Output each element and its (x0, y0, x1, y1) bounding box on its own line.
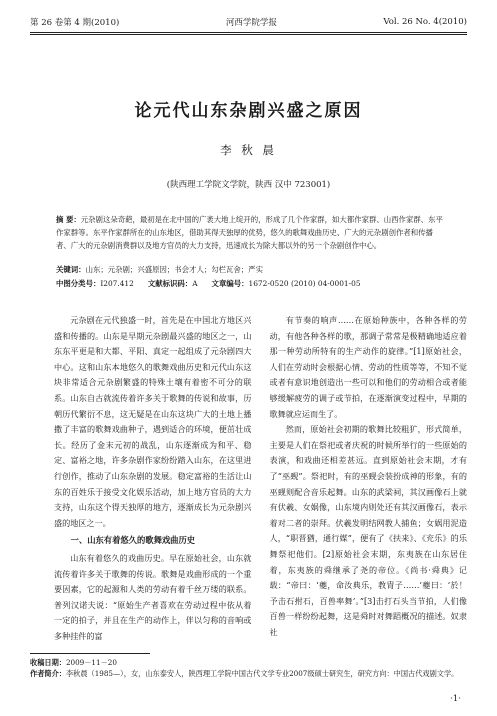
article-title: 论元代山东杂剧兴盛之原因 (134, 101, 363, 121)
abstract-text: 元杂剧这朵奇葩，最初是在北中国的广袤大地上绽开的，形成了几个作家群，如大都作家群、山西作家群、东平作家群等。东平作家群所在的山东地区，借助其得天独厚的优势，悠久的歌舞戏曲历史、广大的元杂剧创作者和传播者、广大的元杂剧消费群以及地方官员的大力支持，迅速成长为除大都以外的另一个杂剧创作中心。 (56, 215, 443, 251)
footnote (30, 657, 467, 679)
received-label: 收稿日期： (30, 658, 66, 667)
body-paragraph: 山东有着悠久的戏曲历史。早在原始社会，山东就流传着许多关于歌舞的传说。歌舞是戏曲形成的一个重要因素，它的起源和人类的劳动有着千丝万缕的联系。普列汉诺夫说：“原始生产者喜欢在劳动过程中依从着一定的拍子，并且在生产的动作上，伴以匀称的音响或多种挂件的富 (54, 552, 252, 641)
body-paragraph: 元杂剧在元代独盛一时，首先是在中国北方地区兴盛和传播的。山东是早期元杂剧最兴盛的地区之一，山东东平更是和大都、平阳、真定一起组成了元杂剧四大中心。这和山东本地悠久的歌舞戏曲历史和元代山东这块非常适合元杂剧繁盛的特殊土壤有着密不可分的联系。山东自古就流传着许多关于歌舞的传说和故事，历朝历代繁衍不息，这无疑是在山东这块广大的土地上播撒了丰富的歌舞戏曲种子，遇到适合的环境，便茁壮成长。经历了金末元初的战乱，山东逐渐成为和平、稳定、富裕之地，许多杂剧作家纷纷踏入山东，在这里进行创作，推动了山东杂剧的发展。稳定富裕的生活让山东的百姓乐于接受文化娱乐活动，加上地方官员的大力支持，山东这个得天独厚的地方，逐渐成长为元杂剧兴盛的地区之一。 (54, 315, 252, 528)
page-number: ·1· (450, 694, 461, 704)
article-id-label: 文章编号： (211, 279, 249, 288)
clc-value: I207.412 (100, 279, 134, 288)
author-bio (30, 668, 467, 679)
author-bio-text: 李秋晨（1985—），女，山东泰安人，陕西理工学院中国古代文学专业2007级硕士研究生，研究方向：中国古代戏剧文学。 (65, 669, 459, 678)
header-divider (30, 34, 467, 35)
journal-name: 河西学院学报 (225, 18, 277, 28)
body-paragraph: 然而，原始社会初期的歌舞比较粗犷，形式简单，主要是人们在祭祀或者庆祝的时候所举行的一些原始的表演，和戏曲还相差甚远。直到原始社会末期，才有了“巫觋”。祭祀时，有的巫觋会装扮成神的形象，有的巫觋则配合音乐起舞。山东的武梁祠，其汉画像石上就有伏羲、女娲像，山东境内则处还有其汉画像石，表示着对二者的崇拜。伏羲发明结网教人捕鱼；女娲用泥造人，“职晋猶，通行媒”，便有了《扶来》、《充乐》的乐舞祭祀他们。[2]原始社会末期，东夷族在山东居住着，东夷族的舜继承了尧的帝位。《尚书·舜典》记载：“帝曰：‘夔，命汝典乐，教胄子……’夔曰：‘於！予击石拊石，百兽率舞’。”[3]击打石头当节拍，人们像百兽一样纷纷起舞，这是舜时对舞蹈概况的描述。奴隶社 (269, 424, 467, 637)
volume-label: Vol. 26 No. 4(2010) (383, 17, 467, 27)
keywords-label: 关键词： (56, 265, 86, 274)
clc-label: 中图分类号： (56, 279, 101, 288)
received-date (30, 657, 467, 668)
body-columns (54, 313, 467, 641)
article-id-value: 1672-0520 (2010) 04-0001-05 (248, 279, 361, 288)
author-bio-label: 作者简介： (30, 669, 66, 678)
author-affiliation: (陕西理工学院文学院，陕西 汉中 723001) (166, 180, 331, 190)
right-column (269, 313, 468, 637)
article-author: 李 秋 晨 (220, 143, 277, 157)
classification-line (56, 278, 445, 289)
issue-label: 第 26 卷第 4 期(2010) (30, 18, 120, 28)
abstract (56, 213, 445, 253)
abstract-label: 摘 要： (56, 215, 81, 224)
keywords-text: 山东；元杂剧；兴盛原因；书会才人；勾栏瓦舍；严实 (85, 265, 263, 274)
doc-code-label: 文献标识码： (147, 279, 193, 288)
doc-code-value: A (192, 279, 198, 288)
section-heading: 一、山东有着悠久的歌舞戏曲历史 (70, 535, 196, 546)
received-value: 2009－11－20 (65, 658, 117, 667)
left-column (54, 313, 252, 641)
keywords (56, 264, 445, 275)
body-paragraph: 有节奏的响声……在原始种族中，各种各样的劳动，有他各种各样的歌，那调子常常是极精确地适应着那一种劳动所特有的生产动作的旋律。”[1]原始社会，人们在劳动时会根据心情、劳动的性质等等，不知不觉或者有意识地创造出一些可以和他们的劳动相合或者能够缓解疲劳的调子或节拍，在逐渐演变过程中，早期的歌舞就应运而生了。 (269, 315, 467, 419)
footnote-divider (30, 653, 150, 654)
running-head (30, 14, 467, 33)
